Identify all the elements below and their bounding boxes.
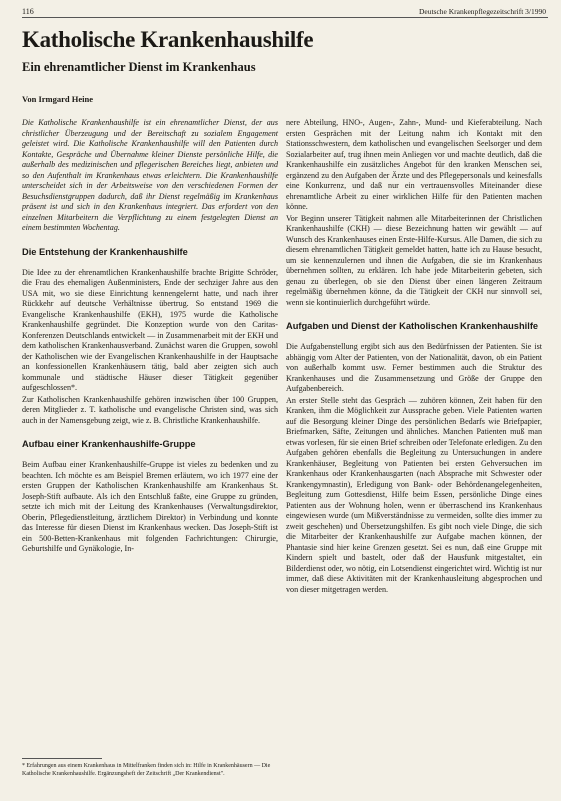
article-author: Von Irmgard Heine xyxy=(22,94,93,104)
lead-paragraph: Die Katholische Krankenhaushilfe ist ein ehrenamtlicher Dienst, der aus christlicher Überzeugung und der Bereitschaft zu sozialem Engagement geleistet wird. Die Katholische Krankenhaushilfe will den Patienten durch Kontakte, Gespräche und Übernahme kleiner Dienste persönliche Hilfe, die außerhalb des medizinischen und pflegerischen Bereiches liegt, anbieten und so den Aufenthalt im Krankenhaus etwas erleichtern. Die Krankenhaushilfe unterscheidet sich in der Arbeitsweise von den verschiedenen Formen der Besuchsdienstgruppen dadurch, daß ihr Dienst regelmäßig im Krankenhaus präsent ist und sich in den Krankenhaus integriert. Das erfordert von den einzelnen Mitarbeitern die Verpflichtung zu einem festgelegten Dienst an einem bestimmten Wochentag. xyxy=(22,118,278,232)
body-paragraph: An erster Stelle steht das Gespräch — zuhören können, Zeit haben für den Kranken, ihm die Möglichkeit zur Aussprache geben. Viele Patienten warten auf die Besorgung kleiner Dinge des persönlichen Bedarfs wie Briefpapier, Briefmarken, Säfte, Zeitungen und ähnliches. Manchen Patienten muß man etwas vorlesen, für sie einen Brief schreiben oder Telefonate erledigen. Zu den Aufgaben gehören ebenfalls die Begleitung zu Untersuchungen in andere Krankenhäuser, Begleitung von Patienten bei ersten Gehversuchen im Krankenhaus oder Krankenhausgarten (nach Absprache mit Schwester oder Krankengymnastin), Erledigung von Bank- oder Behördenangelegenheiten, Begleitung zum Gottesdienst, Hilfe beim Essen, persönliche Dinge eines Patienten aus der Wohnung holen, wenn er überraschend ins Krankenhaus eingewiesen wurde (um Mißverständnisse zu vermeiden, sollte dies immer zu zweit geschehen) und Übersetzungshilfen. Es gibt noch viele Dinge, die sich die Mitarbeiter der Krankenhaushilfe zur Aufgabe machen können, der Phantasie sind hier keine Grenzen gesetzt. Sei es nun, daß eine Gruppe mit Kindern spielt und bastelt, oder daß der Hausfunk mitgestaltet, ein Bilderdienst oder, wo nötig, ein Lotsendienst eingerichtet wird. Wichtig ist nur immer, daß diese Aktivitäten mit der Krankenhausleitung abgesprochen und von dieser mitgetragen werden. xyxy=(286,395,542,594)
header-rule xyxy=(22,17,548,18)
page-number: 116 xyxy=(22,7,34,16)
left-column xyxy=(22,118,278,555)
right-column xyxy=(286,118,542,595)
running-head: Deutsche Krankenpflegezeitschrift 3/1990 xyxy=(418,7,546,16)
footnote-rule xyxy=(22,758,102,759)
body-paragraph: Zur Katholischen Krankenhaushilfe gehören inzwischen über 100 Gruppen, deren Mitglieder z. T. katholische und evangelische Christen sind, was sich auch in der Namensgebung zeigt, wie z. B. Christliche Krankenhaushilfe. xyxy=(22,394,278,425)
article-subtitle: Ein ehrenamtlicher Dienst im Krankenhaus xyxy=(22,60,256,74)
section-heading-setup: Aufbau einer Krankenhaushilfe-Gruppe xyxy=(22,439,196,449)
article-title: Katholische Krankenhaushilfe xyxy=(22,27,314,52)
body-paragraph: Die Aufgabenstellung ergibt sich aus den Bedürfnissen der Patienten. Sie ist abhängig vom Alter der Patienten, von der Nationalität, davon, ob ein Patient von außerhalb kommt usw. Ferner bestimmen auch die Struktur des Krankenhauses und die Zusammensetzung und Größe der Gruppe den Aufgabenbereich. xyxy=(286,342,542,393)
section-heading-origin: Die Entstehung der Krankenhaushilfe xyxy=(22,246,188,257)
section-heading-tasks: Aufgaben und Dienst der Katholischen Krankenhaushilfe xyxy=(286,321,539,331)
body-paragraph: Vor Beginn unserer Tätigkeit nahmen alle Mitarbeiterinnen der Christlichen Krankenhaushilfe (CKH) — diese Bezeichnung hatten wir gewählt — auf Wunsch des Krankenhauses einen Erste-Hilfe-Kursus. Alle Damen, die sich zu diesem ehrenamtlichen Tätigkeit gemeldet hatten, hatte ich zu Hause besucht, um sie kennenzulernen und ihnen die Aufgaben, die sie im Krankenhaus übernehmen sollten, zu erklären. Ich habe jede Mitarbeiterin gebeten, sich genau zu überlegen, ob sie den Dienst über einen längeren Zeitraum regelmäßig übernehmen könne, da die Tätigkeit der CKH nur sinnvoll sei, wenn sie kontinuierlich durchgeführt würde. xyxy=(286,213,542,307)
footnote: * Erfahrungen aus einem Krankenhaus in Mittelfranken finden sich in: Hilfe in Krankenhäusern — Die Katholische Krankenhaushilfe. Ergänzungsheft der Zeitschrift „Der Krankendienst". xyxy=(22,763,271,777)
body-paragraph: nere Abteilung, HNO-, Augen-, Zahn-, Mund- und Kieferabteilung. Nach ersten Gesprächen mit der Leitung nahm ich Kontakt mit den Stationsschwestern, dem katholischen und evangelischen Seelsorger und dem Sozialarbeiter auf, trug ihnen mein Anliegen vor und machte deutlich, daß die Krankenhaushilfe ein zusätzliches Angebot für den kranken Menschen sei, ergänzend zu den Aufgaben der Ärzte und des Pflegepersonals und keinesfalls eine Konkurrenz, und daß nur ein vertrauensvolles Miteinander diese ehrenamtliche Arbeit zu einer wirklichen Hilfe für den Patienten machen könne. xyxy=(286,118,542,211)
body-paragraph: Die Idee zu der ehrenamtlichen Krankenhaushilfe brachte Brigitte Schröder, die Frau des ehemaligen Außenministers, Ende der sechziger Jahre aus den USA mit, wo sie diese Einrichtung kennengelernt hatte, und nach ihrer Rückkehr auf deutsche Verhältnisse übertrug. So entstand 1969 die Evangelische Krankenhaushilfe (EKH), 1975 wurde die Katholische Krankenhaushilfe gegründet. Die Konzeption wurde von den Caritas-Konferenzen Deutschlands entwickelt — in Zusammenarbeit mit der EKH und dem katholischen Krankenhausverband. Zunächst waren die Gruppen, sowohl der Katholischen wie der Evangelischen Krankenhaushilfe in der Hauptsache an konfessionellen Krankenhäusern tätig, bald aber zeigten sich auch kommunale und städtische Häuser dieser Tätigkeit gegenüber aufgeschlossen*. xyxy=(22,267,279,392)
body-paragraph: Beim Aufbau einer Krankenhaushilfe-Gruppe ist vieles zu bedenken und zu beachten. Ich möchte es am Beispiel Bremen erläutern, wo ich 1977 eine der ersten Gruppen der Katholischen Krankenhaushilfe am Krankenhaus St. Joseph-Stift aufbaute. Als ich den Entschluß faßte, eine Gruppe zu gründen, setzte ich mich mit der Leitung des Krankenhauses (Verwaltungsdirektor, Oberin, Pflegedienstleitung, ärztlichem Direktor) in Verbindung und konnte das Interesse für diesen Dienst im Krankenhaus wecken. Das Joseph-Stift ist ein 500-Betten-Krankenhaus mit folgenden Fachrichtungen: Chirurgie, Geburtshilfe und Gynäkologie, In- xyxy=(22,460,278,553)
